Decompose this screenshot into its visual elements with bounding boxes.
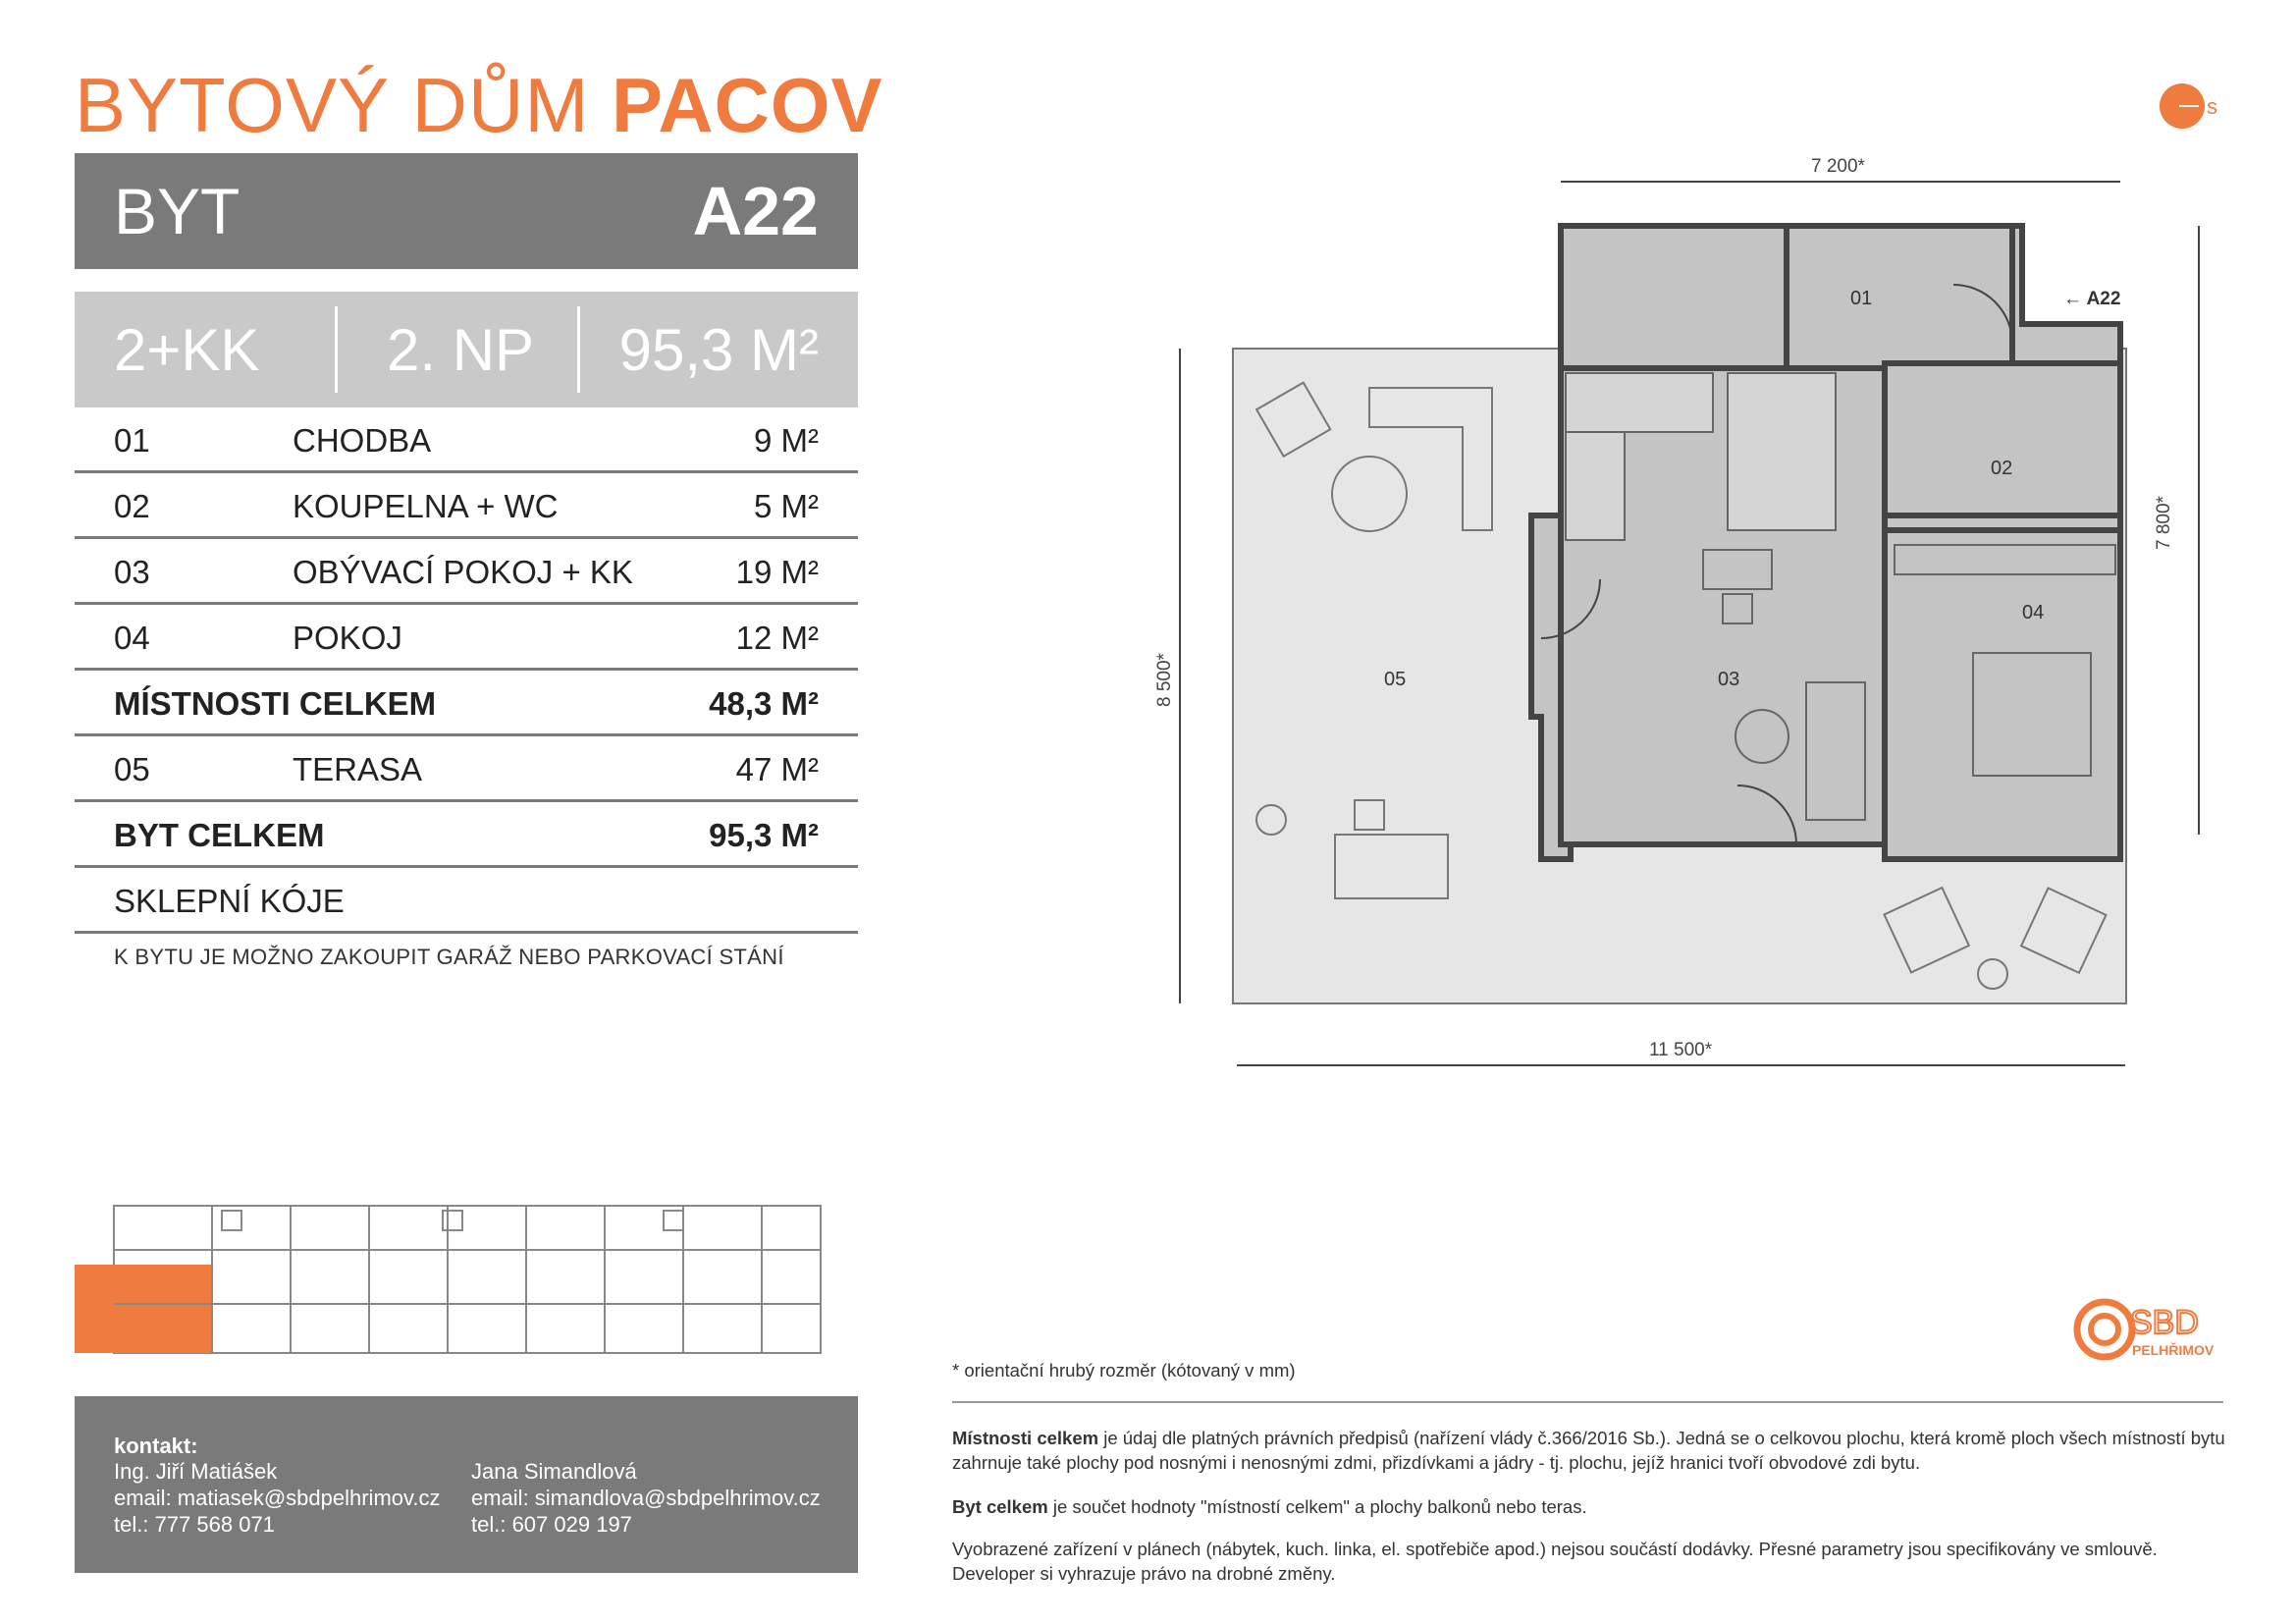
dim-right: 7 800* [2154,496,2174,550]
room-number: 05 [114,751,150,787]
room-name: CHODBA [293,422,432,459]
footnote-divider [952,1401,2223,1403]
page-title [75,62,883,148]
entry-label: ← A22 [2063,289,2121,309]
plan-room-label: 01 [1850,288,1873,309]
contact1-name: Ing. Jiří Matiášek [114,1459,278,1484]
room-number: 03 [114,554,150,590]
contact1-phone[interactable]: tel.: 777 568 071 [114,1512,275,1537]
room-name: OBÝVACÍ POKOJ + KK [293,554,633,590]
summary-floor: 2. NP [387,317,535,383]
dimension-note: * orientační hrubý rozměr (kótovaný v mm) [952,1360,1296,1380]
building-key-map [75,1196,860,1363]
room-area: 5 M² [754,488,819,524]
room-area: 19 M² [735,554,819,590]
contact2-email[interactable]: email: simandlova@sbdpelhrimov.cz [471,1486,821,1510]
room-name: POKOJ [293,620,402,656]
title-light: BYTOVÝ DŮM [75,62,590,148]
footnote-term: Místnosti celkem [952,1428,1099,1448]
footnote-text: je údaj dle platných právních předpisů (nařízení vlády č.366/2016 Sb.). Jedná se o celkovou plochu, která kromě ploch všech místností bytu zahrnuje také plochy pod nosnými i nenosnými zdmi, přizdívkami a jádry - tj. plochu, jejíž hranici tvoří obvodové zdi bytu. [952,1428,2225,1473]
unit-header-bar [75,153,858,269]
room-name: TERASA [293,751,423,787]
summary-divider [577,306,580,393]
contact-panel [75,1396,858,1573]
unit-label: BYT [114,175,240,247]
footnote-unit-total [952,1494,2238,1519]
rooms-total-area: 48,3 M² [709,685,819,722]
contact-heading: kontakt: [114,1434,198,1458]
table-row [75,736,858,802]
table-row [75,605,858,671]
plan-room-label: 03 [1718,669,1740,690]
plan-room-label: 04 [2022,602,2045,623]
unit-code: A22 [692,173,819,249]
unit-total-row [75,802,858,868]
footnote-equipment: Vyobrazené zařízení v plánech (nábytek, kuch. linka, el. spotřebiče apod.) nejsou součástí dodávky. Přesné parametry jsou specifikovány ve smlouvě. Developer si vyhrazuje právo na drobné změny. [952,1539,2158,1584]
unit-summary-bar [75,292,858,407]
footnote-rooms-total [952,1426,2238,1475]
dim-bottom: 11 500* [1649,1040,1713,1060]
footnote-text: je součet hodnoty "místností celkem" a plochy balkonů nebo teras. [1047,1496,1587,1517]
summary-divider [335,306,338,393]
footnote-term: Byt celkem [952,1496,1048,1517]
plan-room-label: 05 [1384,669,1407,690]
contact2-name: Jana Simandlová [471,1459,637,1484]
summary-area: 95,3 M² [618,317,819,383]
logo-subtext: PELHŘIMOV [2132,1342,2215,1358]
title-bold: PACOV [611,62,883,148]
unit-total-area: 95,3 M² [709,817,819,853]
table-row [75,473,858,539]
room-number: 02 [114,488,150,524]
corner-logo [2158,81,2226,135]
contact1-email[interactable]: email: matiasek@sbdpelhrimov.cz [114,1486,441,1510]
logo-text: SBD [2130,1304,2199,1341]
room-area: 12 M² [735,620,819,656]
summary-layout: 2+KK [114,317,260,383]
room-number: 01 [114,422,150,459]
table-row [75,407,858,473]
contact2-phone[interactable]: tel.: 607 029 197 [471,1512,632,1537]
rooms-total-label: MÍSTNOSTI CELKEM [114,685,437,722]
cellar-row [75,868,858,934]
corner-logo-letter: s [2207,94,2217,119]
floor-plan [1129,156,2174,1090]
cellar-label: SKLEPNÍ KÓJE [114,883,345,919]
room-number: 04 [114,620,150,656]
parking-note: K BYTU JE MOŽNO ZAKOUPIT GARÁŽ NEBO PARKOVACÍ STÁNÍ [114,945,784,969]
dim-left: 8 500* [1154,653,1175,707]
dim-top: 7 200* [1811,156,1865,177]
unit-highlight [75,1265,212,1353]
room-area: 47 M² [735,751,819,787]
room-bedroom [1885,530,2120,859]
room-name: KOUPELNA + WC [293,488,559,524]
plan-room-label: 02 [1991,458,2013,479]
unit-total-label: BYT CELKEM [114,817,325,853]
rooms-table [75,407,858,934]
table-row [75,539,858,605]
room-bathroom [1885,363,2120,515]
rooms-total-row [75,671,858,736]
room-area: 9 M² [754,422,819,459]
